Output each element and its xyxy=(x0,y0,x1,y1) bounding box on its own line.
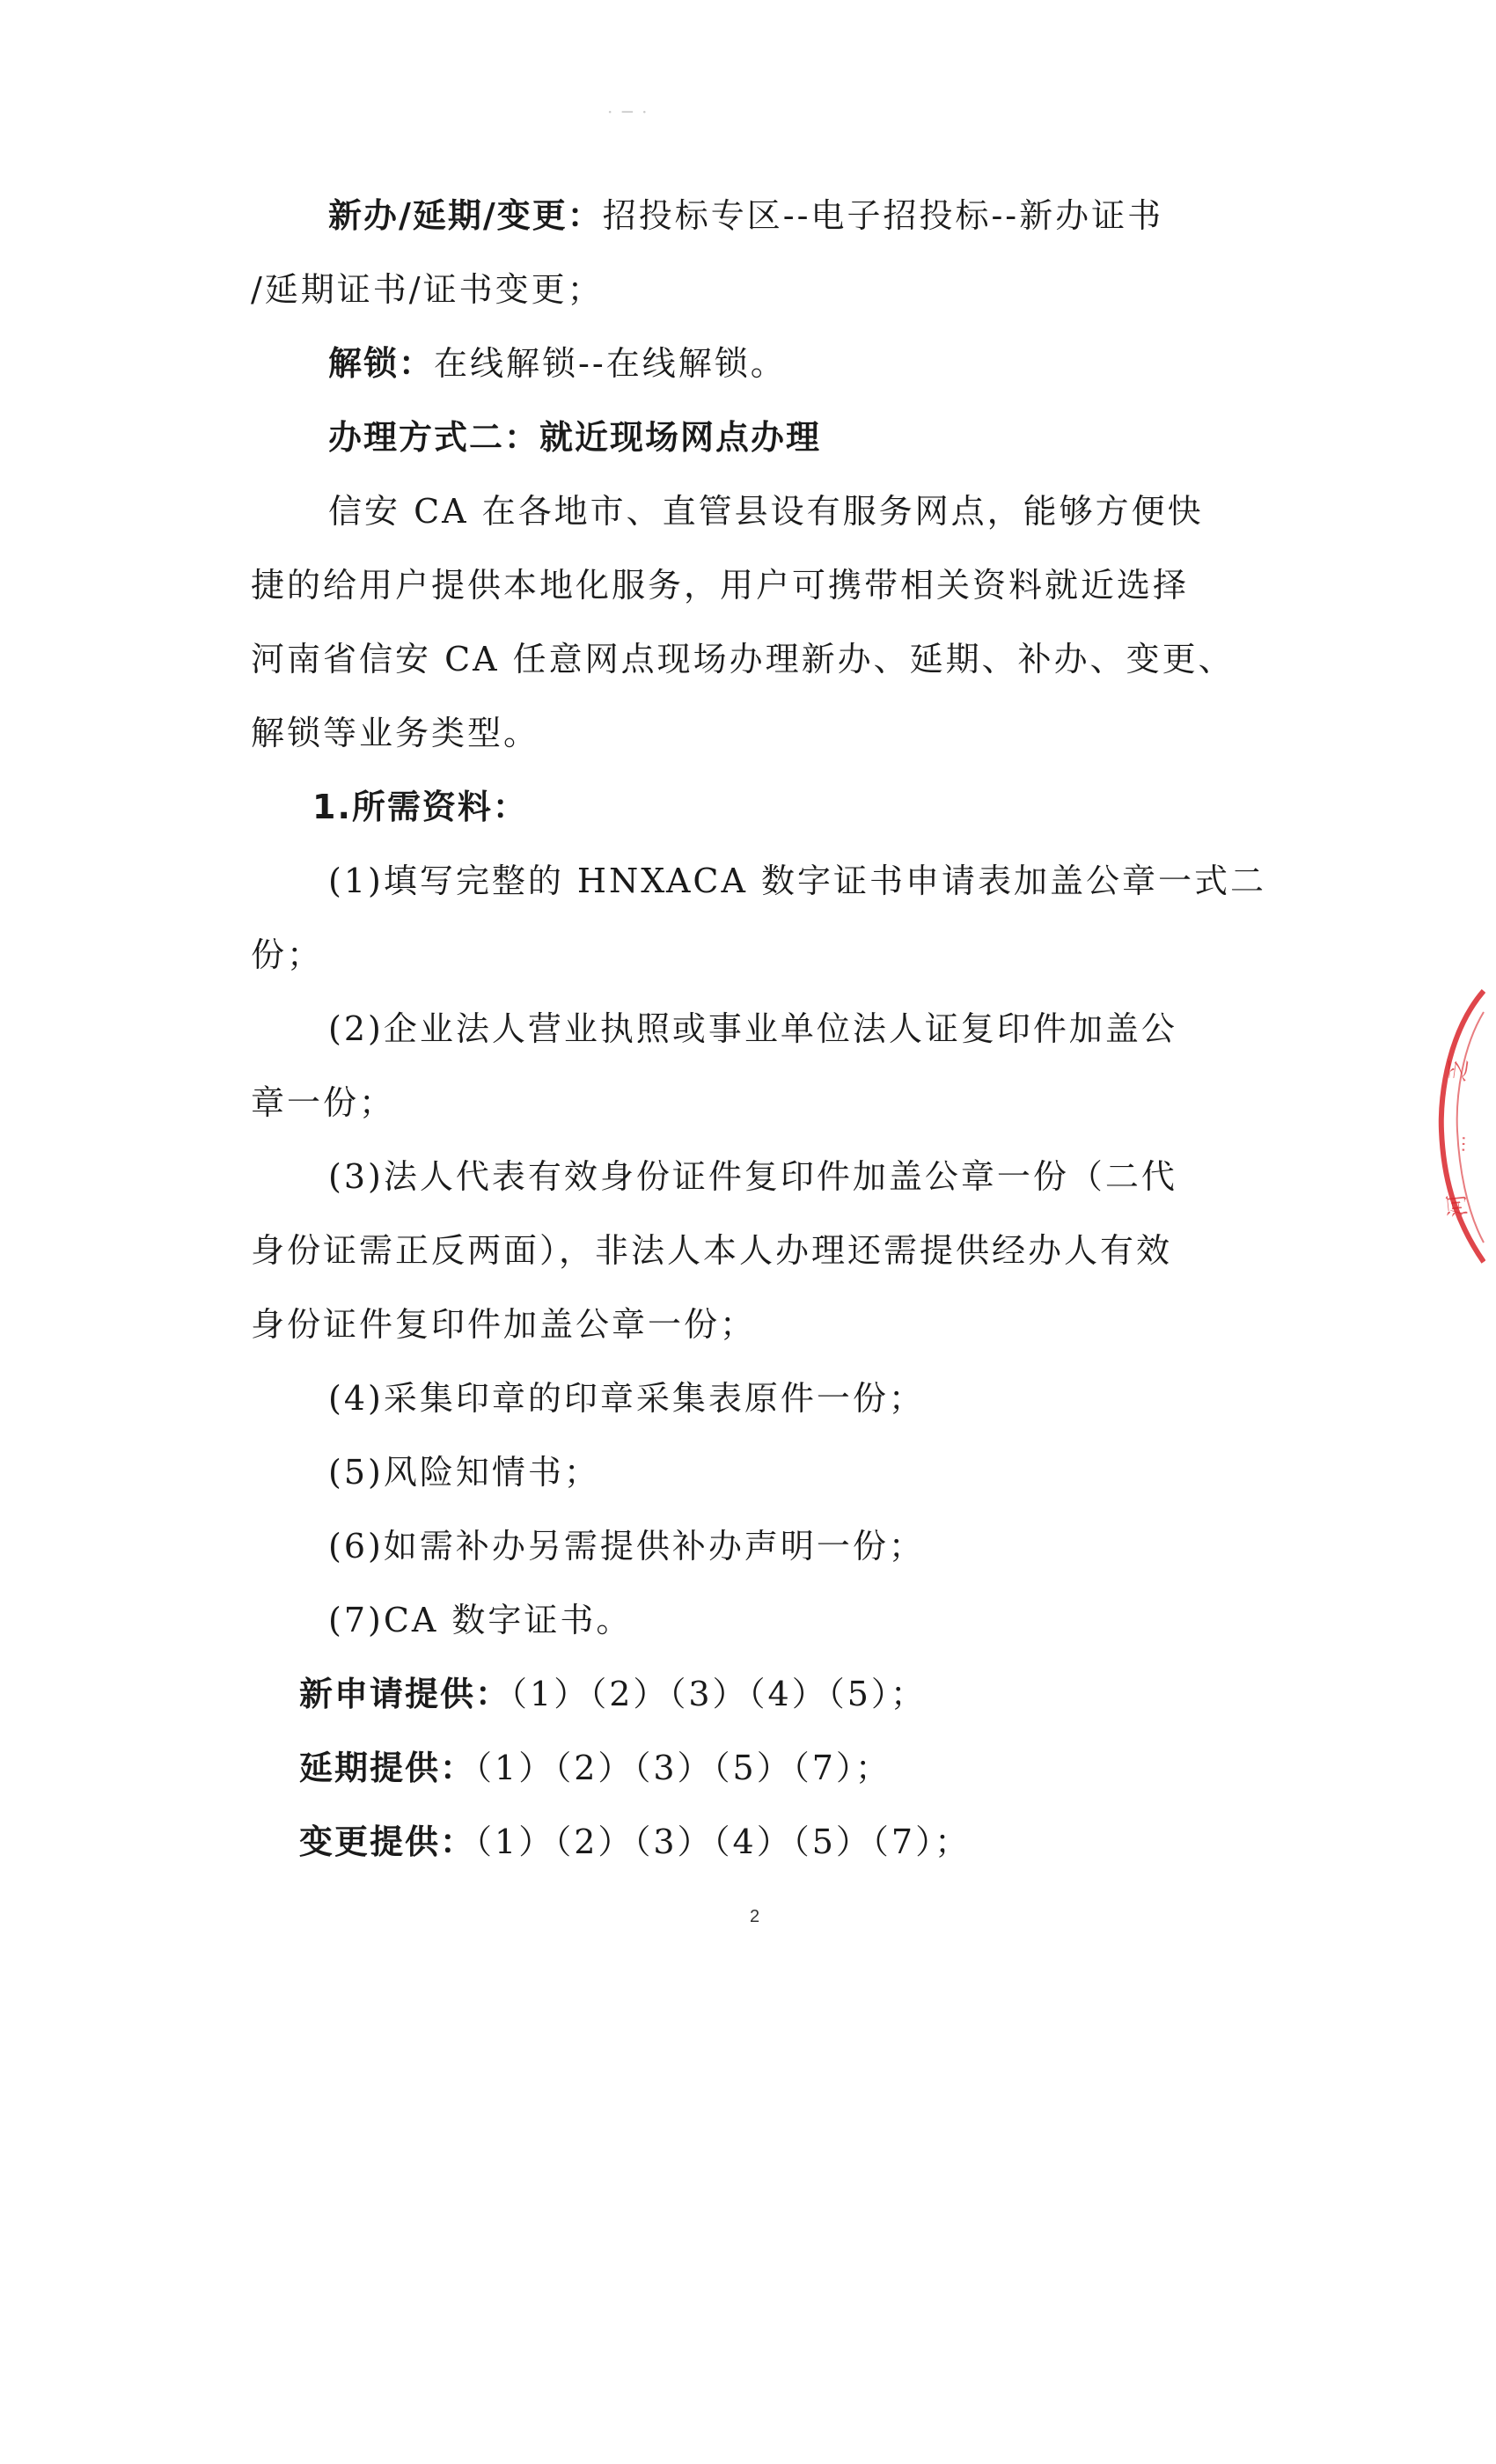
line-text: 份； xyxy=(251,935,324,974)
line-text: /延期证书/证书变更； xyxy=(251,270,604,309)
bold-lead: 延期提供： xyxy=(299,1749,476,1787)
bold-lead: 变更提供： xyxy=(299,1822,476,1861)
line-text: 信安 CA 在各地市、直管县设有服务网点，能够方便快 xyxy=(328,492,1204,531)
paragraph-line xyxy=(328,341,787,385)
line-text: (3)法人代表有效身份证件复印件加盖公章一份（二代 xyxy=(328,1157,1177,1196)
line-text: (7)CA 数字证书。 xyxy=(328,1601,633,1639)
line-text: (5)风险知情书； xyxy=(328,1453,600,1492)
paragraph-line xyxy=(328,1376,925,1420)
line-text: (1)填写完整的 HNXACA 数字证书申请表加盖公章一式二 xyxy=(328,862,1267,900)
paragraph-line xyxy=(328,1007,1177,1051)
svg-text:乏: 乏 xyxy=(1444,1057,1474,1083)
line-text: （1）（2）（3）（4）（5）； xyxy=(510,1675,927,1713)
seal-icon xyxy=(1433,986,1485,1267)
line-text: (2)企业法人营业执照或事业单位法人证复印件加盖公 xyxy=(328,1009,1177,1048)
line-text: 招投标专区--电子招投标--新办证书 xyxy=(602,196,1164,235)
paragraph-line xyxy=(251,1302,756,1346)
header-mark: · ─ · xyxy=(607,101,649,122)
line-text: 章一份； xyxy=(251,1083,396,1122)
paragraph-line xyxy=(251,563,1189,607)
paragraph-line xyxy=(251,268,604,312)
bold-lead: 解锁： xyxy=(328,344,435,383)
paragraph-line xyxy=(328,194,1163,238)
summary-line xyxy=(299,1820,971,1864)
line-text: (6)如需补办另需提供补办声明一份； xyxy=(328,1527,925,1566)
paragraph-line xyxy=(328,1524,925,1568)
paragraph-line xyxy=(328,489,1204,533)
line-text: 解锁等业务类型。 xyxy=(251,714,540,752)
paragraph-line xyxy=(251,1081,395,1125)
line-text: （1）（2）（3）（4）（5）（7）； xyxy=(475,1822,972,1861)
line-text: (4)采集印章的印章采集表原件一份； xyxy=(328,1379,925,1418)
line-text: 河南省信安 CA 任意网点现场办理新办、延期、补办、变更、 xyxy=(251,640,1235,678)
line-text: 捷的给用户提供本地化服务，用户可携带相关资料就近选择 xyxy=(251,566,1190,605)
summary-line xyxy=(299,1672,927,1716)
bold-lead: 办理方式二：就近现场网点办理 xyxy=(328,418,822,457)
bold-lead: 新申请提供： xyxy=(299,1675,511,1713)
paragraph-line xyxy=(251,711,539,755)
line-text: 身份证需正反两面），非法人本人办理还需提供经办人有效 xyxy=(251,1231,1173,1270)
paragraph-line xyxy=(328,859,1266,903)
svg-text:河: 河 xyxy=(1443,1192,1472,1219)
bold-lead: 新办/延期/变更： xyxy=(328,196,603,235)
paragraph-line xyxy=(251,933,323,977)
bold-lead: 1.所需资料： xyxy=(312,788,528,826)
paragraph-line xyxy=(328,1155,1177,1199)
line-text: （1）（2）（3）（5）（7）； xyxy=(475,1749,891,1787)
line-text: 身份证件复印件加盖公章一份； xyxy=(251,1305,757,1344)
line-text: 在线解锁--在线解锁。 xyxy=(434,344,787,383)
official-seal-fragment xyxy=(1433,986,1485,1267)
paragraph-line xyxy=(328,1598,632,1642)
paragraph-line xyxy=(328,1450,600,1494)
section-heading xyxy=(312,785,528,829)
summary-line xyxy=(299,1746,891,1790)
svg-text:…: … xyxy=(1448,1134,1470,1154)
paragraph-line xyxy=(251,637,1235,681)
section-heading xyxy=(328,415,821,459)
page-number: 2 xyxy=(750,1907,760,1926)
paragraph-line xyxy=(251,1228,1172,1272)
